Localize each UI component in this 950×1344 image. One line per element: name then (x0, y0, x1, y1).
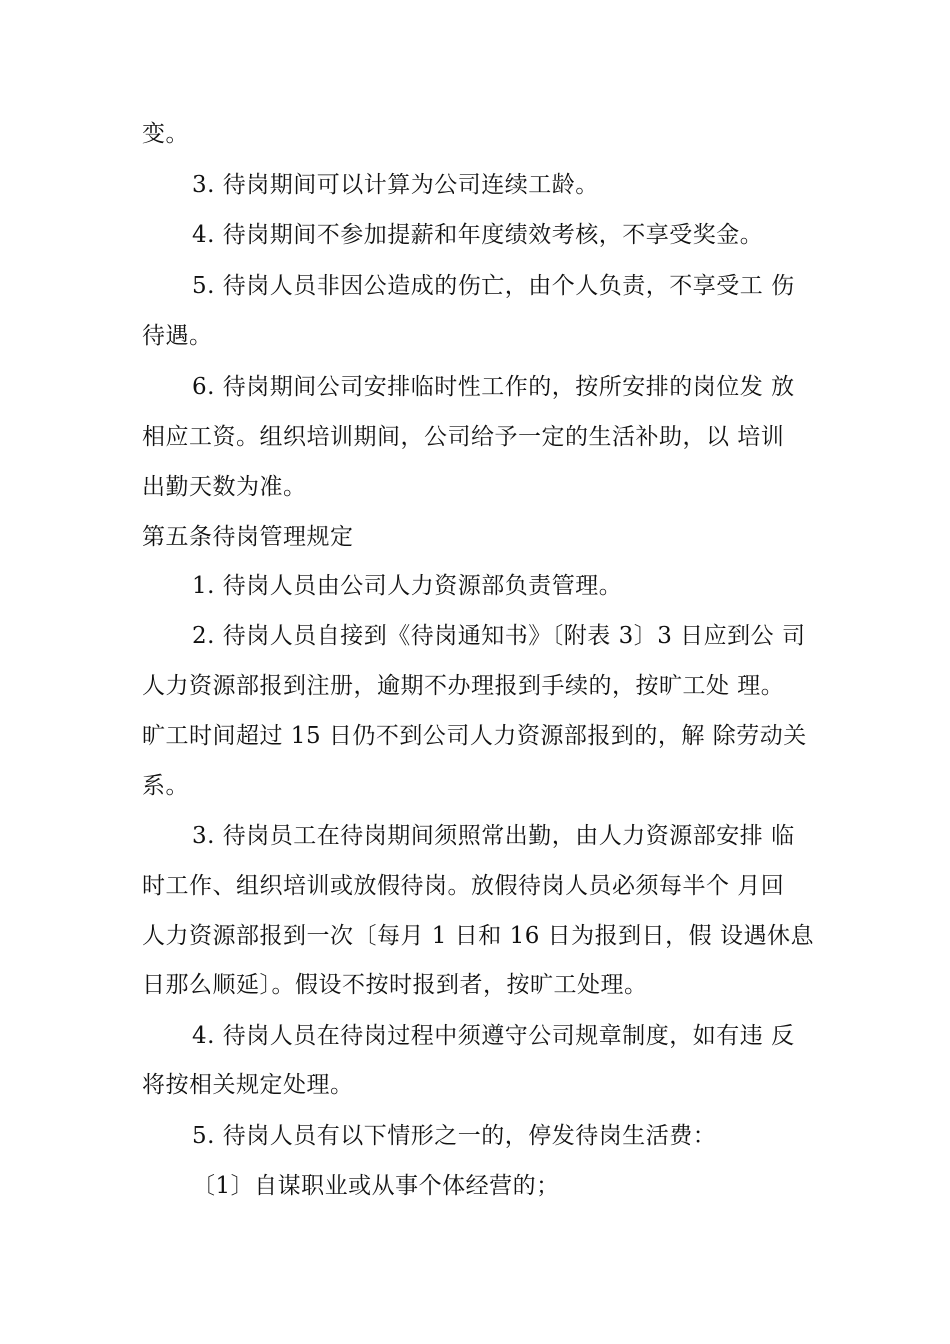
text-line: 时工作、组织培训或放假待岗。放假待岗人员必须每半个 月回 (142, 873, 785, 899)
text-line: 相应工资。组织培训期间，公司给予一定的生活补助，以 培训 (142, 424, 785, 450)
text-line: 〔1〕自谋职业或从事个体经营的； (192, 1173, 560, 1199)
text-line: 人力资源部报到注册，逾期不办理报到手续的，按旷工处 理。 (142, 673, 785, 699)
text-line: 待遇。 (142, 323, 213, 349)
text-line: 系。 (142, 773, 189, 799)
section-heading: 第五条待岗管理规定 (142, 524, 354, 550)
text-line: 5. 待岗人员有以下情形之一的，停发待岗生活费： (192, 1123, 717, 1149)
text-line: 5. 待岗人员非因公造成的伤亡，由个人负责，不享受工 伤 (192, 273, 795, 299)
text-line: 4. 待岗期间不参加提薪和年度绩效考核，不享受奖金。 (192, 222, 764, 248)
text-line: 人力资源部报到一次〔每月 1 日和 16 日为报到日，假 设遇休息 (142, 923, 814, 949)
text-line: 出勤天数为准。 (142, 474, 307, 500)
text-line: 2. 待岗人员自接到《待岗通知书》〔附表 3〕3 日应到公 司 (192, 623, 806, 649)
text-line: 6. 待岗期间公司安排临时性工作的，按所安排的岗位发 放 (192, 374, 795, 400)
text-line: 4. 待岗人员在待岗过程中须遵守公司规章制度，如有违 反 (192, 1023, 795, 1049)
text-line: 日那么顺延〕。假设不按时报到者，按旷工处理。 (142, 972, 648, 998)
text-line: 旷工时间超过 15 日仍不到公司人力资源部报到的，解 除劳动关 (142, 723, 807, 749)
text-line: 3. 待岗员工在待岗期间须照常出勤，由人力资源部安排 临 (192, 823, 795, 849)
text-line: 将按相关规定处理。 (142, 1072, 354, 1098)
text-line: 变。 (142, 121, 189, 147)
text-line: 1. 待岗人员由公司人力资源部负责管理。 (192, 573, 623, 599)
text-line: 3. 待岗期间可以计算为公司连续工龄。 (192, 172, 599, 198)
